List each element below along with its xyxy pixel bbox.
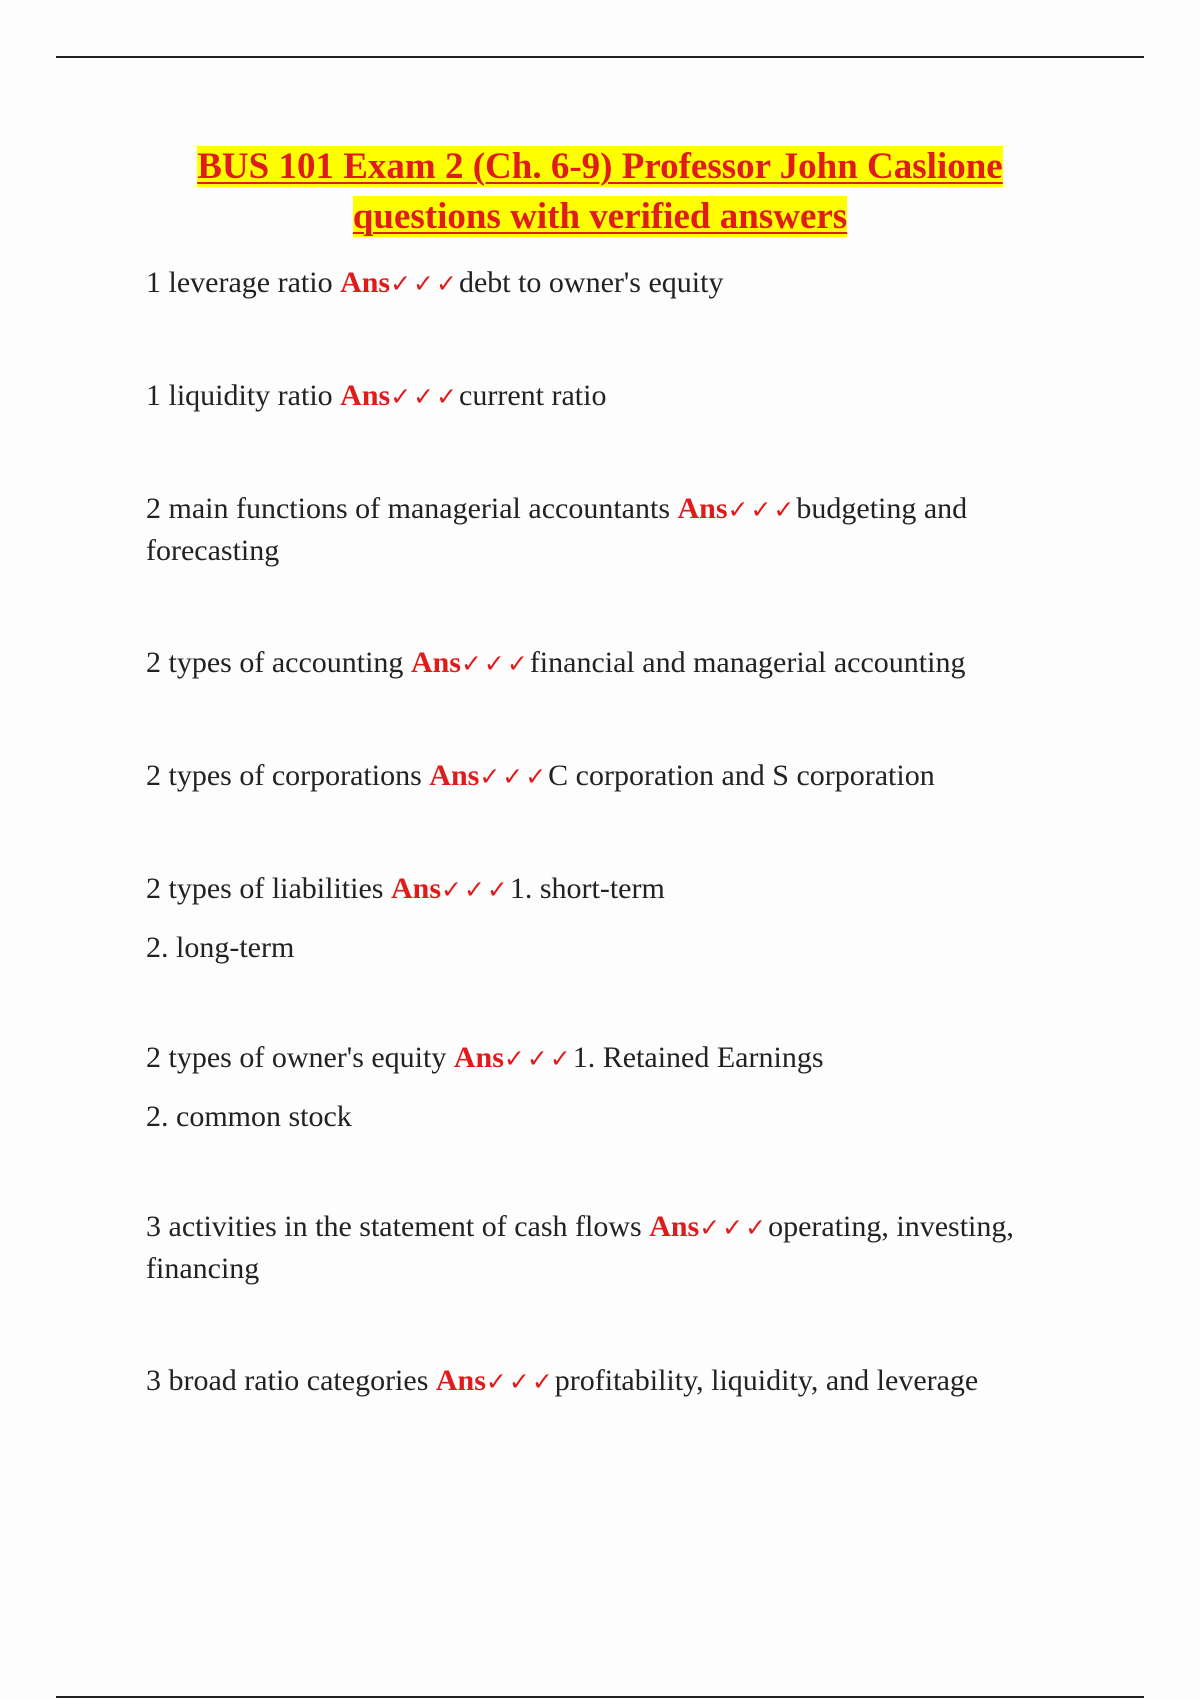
qa-item [146,488,1050,571]
ans-label: Ans [340,379,391,412]
title-line-2: questions with verified answers [352,196,848,237]
qa-item [146,1206,1110,1289]
answer-text: 1. short-term [509,872,665,905]
question-text: 2 types of corporations [146,759,430,792]
answer-text: 1. Retained Earnings [572,1041,824,1074]
check-marks-icon: ✓✓✓ [441,875,510,904]
answer-text: operating, investing, financing [146,1210,1014,1285]
qa-item [146,642,1100,684]
answer-line-2: 2. long-term [146,931,295,964]
answer-text: profitability, liquidity, and leverage [554,1364,979,1397]
ans-label: Ans [435,1364,486,1397]
ans-label: Ans [677,492,728,525]
check-marks-icon: ✓✓✓ [503,1044,573,1073]
question-text: 2 types of liabilities [146,872,391,905]
qa-item [146,1037,1100,1137]
qa-item [146,1360,1100,1402]
question-text: 1 leverage ratio [146,266,341,299]
ans-label: Ans [429,759,480,792]
check-marks-icon: ✓✓✓ [485,1367,555,1396]
qa-item [146,375,1100,417]
ans-label: Ans [340,266,391,299]
question-text: 2 types of owner's equity [146,1041,454,1074]
ans-label: Ans [390,872,441,905]
qa-item [146,755,1100,797]
check-marks-icon: ✓✓✓ [727,495,797,524]
bottom-divider [56,1696,1144,1698]
answer-text: budgeting and forecasting [146,492,968,567]
question-text: 2 types of accounting [146,646,411,679]
qa-item [146,262,1100,304]
check-marks-icon: ✓✓✓ [479,762,549,791]
answer-text: financial and managerial accounting [529,646,966,679]
document-title [100,142,1100,242]
title-line-1: BUS 101 Exam 2 (Ch. 6-9) Professor John Caslione [197,146,1003,187]
check-marks-icon: ✓✓✓ [699,1213,769,1242]
answer-text: debt to owner's equity [458,266,724,299]
qa-item [146,868,1100,968]
ans-label: Ans [649,1210,700,1243]
ans-label: Ans [453,1041,504,1074]
answer-line-2: 2. common stock [146,1100,352,1133]
question-text: 1 liquidity ratio [146,379,341,412]
check-marks-icon: ✓✓✓ [390,382,460,411]
top-divider [56,56,1144,58]
question-text: 3 broad ratio categories [146,1364,436,1397]
answer-text: current ratio [459,379,607,412]
question-text: 2 main functions of managerial accountants [146,492,678,525]
check-marks-icon: ✓✓✓ [460,649,530,678]
answer-text: C corporation and S corporation [548,759,935,792]
question-text: 3 activities in the statement of cash flows [146,1210,650,1243]
ans-label: Ans [410,646,461,679]
check-marks-icon: ✓✓✓ [390,269,459,298]
